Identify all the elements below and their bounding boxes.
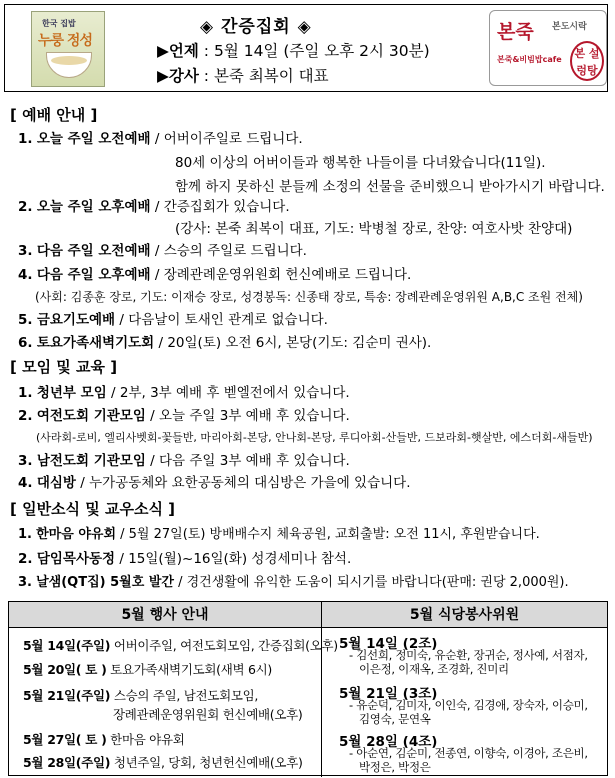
book-title: 누룽 정성	[38, 33, 92, 49]
worship-item: 4. 다음 주일 오후예배 / 장례관례운영위원회 헌신예배로 드립니다.	[18, 267, 412, 283]
worship-note: 80세 이상의 어버이들과 행복한 나들이를 다녀왔습니다(11일).	[175, 155, 546, 171]
book-cover-image	[31, 11, 105, 87]
meeting-item: 3. 남전도회 기관모임 / 다음 주일 3부 예배 후 있습니다.	[18, 453, 350, 469]
event-date	[157, 39, 430, 61]
event-row: 5월 20일( 토 ) 토요가족새벽기도회(새벽 6시)	[23, 662, 272, 677]
worship-note: (사회: 김종훈 장로, 기도: 이재승 장로, 성경봉독: 신종태 장로, 특송: 장례관례운영위원 A,B,C 조원 전체)	[35, 290, 583, 304]
event-speaker	[157, 64, 329, 86]
logo-sub: 본도시락	[552, 22, 587, 32]
worship-item: 2. 오늘 주일 오후예배 / 간증집회가 있습니다.	[18, 199, 290, 215]
event-row: 5월 28일(주일) 청년주일, 당회, 청년헌신예배(오후)	[23, 755, 303, 770]
meeting-note: (사라회-로비, 엘리사벳회-꽃들반, 마리아회-본당, 안나회-본당, 루디아회-산들반, 드보라회-햇살반, 에스더회-새들반)	[36, 431, 593, 444]
speaker-value: : 본죽 최복이 대표	[198, 67, 329, 85]
event-row: 5월 27일( 토 ) 한마음 야유회	[23, 732, 185, 747]
food-group-members: - 김선희, 정미숙, 유순환, 장귀순, 정사예, 서점자,	[349, 648, 588, 662]
meeting-item: 4. 대심방 / 누가공동체와 요한공동체의 대심방은 가을에 있습니다.	[18, 475, 411, 491]
logo-seal: 본 설렁탕	[570, 41, 604, 81]
worship-item: 3. 다음 주일 오전예배 / 스승의 주일로 드립니다.	[18, 243, 307, 259]
date-label: ▶언제	[157, 42, 199, 60]
table-divider	[321, 602, 322, 777]
event-row: 5월 14일(주일) 어버이주일, 여전도회모임, 간증집회(오후)	[23, 638, 338, 653]
food-group-members: - 유순덕, 김미자, 이인숙, 김경애, 장숙자, 이승미,	[349, 698, 588, 712]
book-title-small: 한국 집밥	[42, 19, 76, 28]
section-news-title: [ 일반소식 및 교우소식 ]	[10, 500, 176, 518]
worship-item: 5. 금요기도예배 / 다음날이 토새인 관계로 없습니다.	[18, 312, 328, 328]
speaker-label: ▶강사	[157, 67, 199, 85]
news-item: 1. 한마음 야유회 / 5월 27일(토) 방배배수지 체육공원, 교회출발: 오전 11시, 후원받습니다.	[18, 527, 540, 542]
news-item: 3. 날샘(QT집) 5월호 발간 / 경건생활에 유익한 도움이 되시기를 바랍니다(판매: 권당 2,000원).	[18, 575, 569, 590]
section-meeting-title: [ 모임 및 교육 ]	[10, 358, 118, 376]
logo-tag: 본죽&비빔밥cafe	[497, 55, 562, 64]
news-item: 2. 담임목사동정 / 15일(월)~16일(화) 성경세미나 참석.	[18, 551, 352, 567]
worship-note: 함께 하지 못하신 분들께 소정의 선물을 준비했으니 받아가시기 바랍니다.	[175, 179, 605, 195]
date-value: : 5월 14일 (주일 오후 2시 30분)	[198, 42, 430, 60]
food-group-members: 이은정, 이재옥, 조경화, 진미리	[359, 662, 509, 676]
food-group-members: - 아순연, 김순미, 전종연, 이향숙, 이경아, 조은비,	[349, 746, 588, 760]
meeting-item: 2. 여전도회 기관모임 / 오늘 주일 3부 예배 후 있습니다.	[18, 408, 350, 424]
food-header: 5월 식당봉사위원	[322, 602, 607, 628]
food-group-members: 박정은, 박정은	[359, 760, 431, 774]
food-group-date: 5월 28일 (4조)	[339, 734, 438, 750]
meeting-item: 1. 청년부 모임 / 2부, 3부 예배 후 벧엘전에서 있습니다.	[18, 385, 350, 401]
bonjuk-logo	[489, 10, 607, 86]
worship-item: 1. 오늘 주일 오전예배 / 어버이주일로 드립니다.	[18, 131, 303, 147]
food-group-date: 5월 14일 (2조)	[339, 636, 438, 652]
event-title: ◈ 간증집회 ◈	[200, 17, 312, 37]
worship-note: (강사: 본죽 최복이 대표, 기도: 박병철 장로, 찬양: 여호사밧 찬양대)	[175, 221, 573, 237]
food-group-date: 5월 21일 (3조)	[339, 686, 438, 702]
food-group-members: 김영숙, 문연옥	[359, 712, 431, 726]
logo-main: 본죽	[497, 21, 534, 43]
event-row: 5월 21일(주일) 스승의 주일, 남전도회모임,	[23, 688, 259, 703]
schedule-table	[8, 601, 608, 776]
event-row-cont: 장례관례운영위원회 헌신예배(오후)	[113, 707, 303, 722]
worship-item: 6. 토요가족새벽기도회 / 20일(토) 오전 6시, 본당(기도: 김순미 권사).	[18, 335, 432, 351]
bowl-icon	[46, 52, 92, 78]
section-worship-title: [ 예배 안내 ]	[10, 106, 98, 124]
events-header: 5월 행사 안내	[9, 602, 321, 628]
header-box	[4, 4, 608, 92]
